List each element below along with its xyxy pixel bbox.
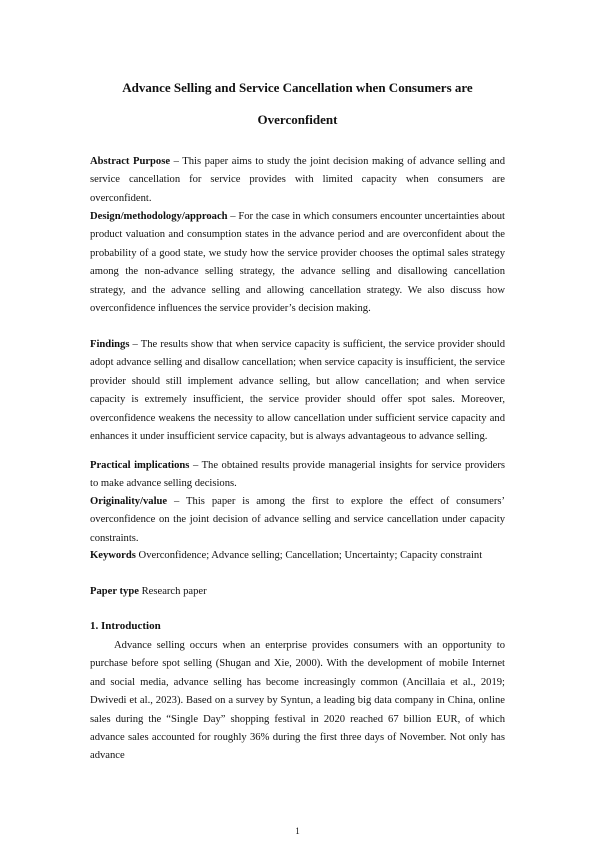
abstract-paper-type — [90, 583, 505, 601]
paper-title-line-1: Advance Selling and Service Cancellation when Consumers are — [122, 80, 473, 95]
abstract-originality-text: – This paper is among the first to explore the effect of consumers’ overconfidence on the joint decision of advance selling and service cancellation under capacity constraints. — [90, 496, 505, 544]
abstract-design-text: – For the case in which consumers encounter uncertainties about product valuation and consumption states in the advance period and are overconfident about the probability of a good state, we study how the service provider chooses the optimal sales strategy among the non-advance selling strategy, the advance selling and disallowing cancellation strategy, and the advance selling and allowing cancellation strategy. We also discuss how overconfidence influences the service provider’s decision making. — [90, 211, 505, 315]
abstract-practical — [90, 457, 505, 494]
abstract-originality-label: Originality/value — [90, 496, 168, 507]
abstract-practical-label: Practical implications — [90, 460, 190, 471]
page-number: 1 — [295, 826, 300, 836]
abstract-findings-label: Findings — [90, 339, 130, 350]
section-heading-introduction: 1. Introduction — [90, 620, 161, 632]
abstract-keywords-text: Overconfidence; Advance selling; Cancellation; Uncertainty; Capacity constraint — [135, 550, 483, 561]
abstract-papertype-label: Paper type — [90, 586, 139, 597]
abstract-findings-text: – The results show that when service capacity is sufficient, the service provider should adopt advance selling and disallow cancellation; when service capacity is insufficient, the service provider should still implement advance selling, but allow cancellation; and when service capacity is extremely insufficient, the service provider should offer spot sales. Moreover, overconfidence weakens the necessity to allow cancellation under sufficient service capacity and enhances it under insufficient service capacity, but is always advantageous to advance selling. — [90, 339, 505, 443]
abstract-practical-text: – The obtained results provide managerial insights for service providers to make advance selling decisions. — [90, 460, 505, 490]
introduction-paragraph: Advance selling occurs when an enterprise provides consumers with an opportunity to purchase before spot selling (Shugan and Xie, 2000). With the development of mobile Internet and social media, advance selling has become increasingly common (Ancillaia et al., 2019; Dwivedi et al., 2023). Based on a survey by Syntun, a leading big data company in China, online sales during the “Single Day” shopping festival in 2020 reached 67 billion EUR, of which advance sales accounted for roughly 36% during the first three days of November. Not only has advance — [90, 640, 505, 762]
abstract-findings — [90, 336, 505, 446]
abstract-keywords — [90, 547, 505, 565]
abstract-purpose — [90, 153, 505, 208]
abstract-design-label: Design/methodology/approach — [90, 211, 228, 222]
abstract-originality — [90, 493, 505, 548]
abstract-purpose-text: – This paper aims to study the joint decision making of advance selling and service cancellation for service provides with limited capacity when consumers are overconfident. — [90, 156, 505, 204]
abstract-purpose-label: Abstract Purpose — [90, 156, 171, 167]
abstract-keywords-label: Keywords — [90, 550, 136, 561]
abstract-design — [90, 208, 505, 318]
abstract-papertype-text: Research paper — [138, 586, 207, 597]
paper-title-line-2: Overconfident — [257, 112, 338, 127]
